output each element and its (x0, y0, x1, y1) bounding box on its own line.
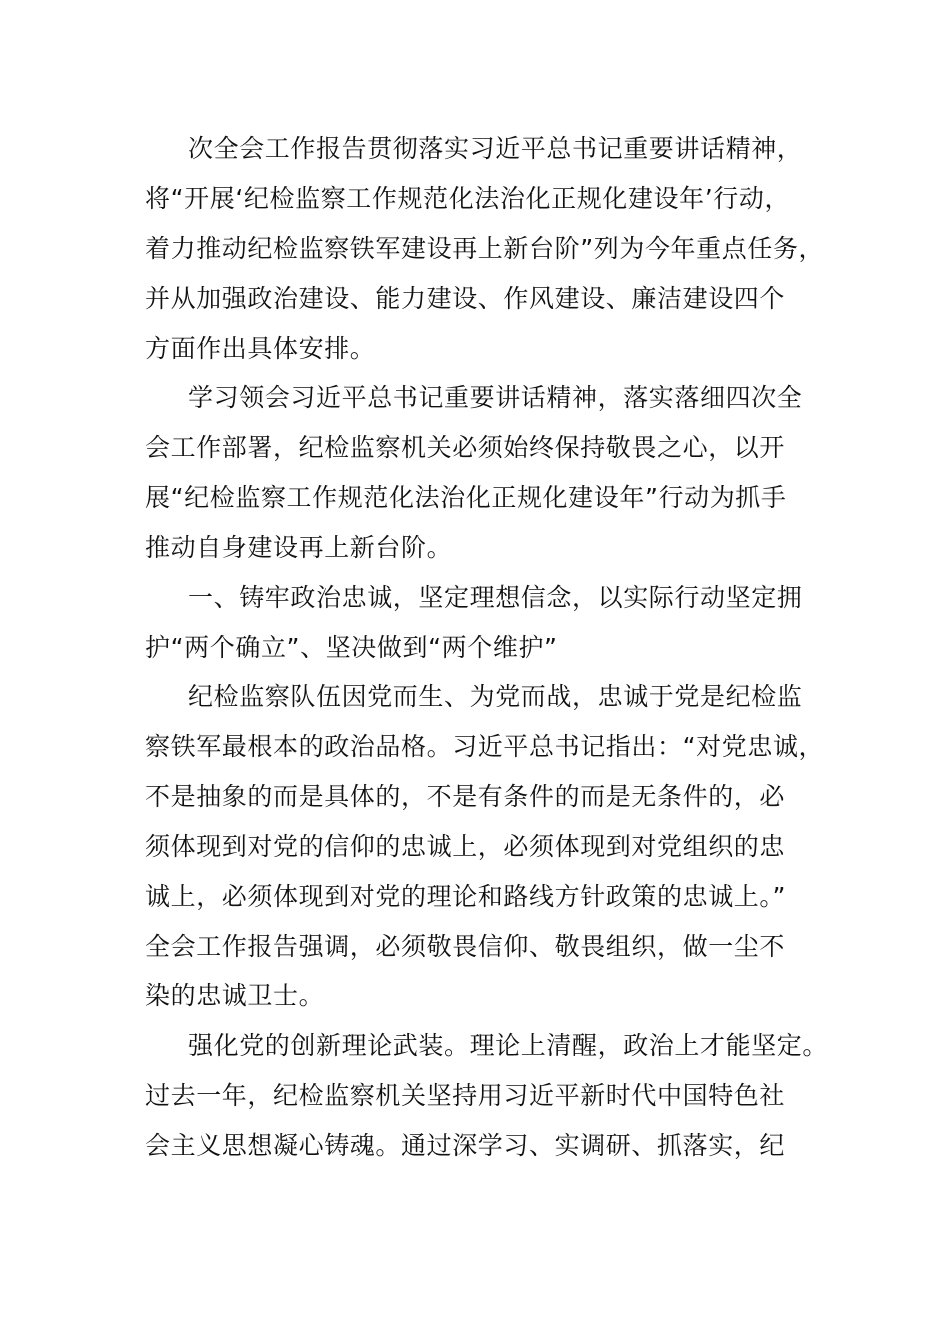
text-line: 诚上，必须体现到对党的理论和路线方针政策的忠诚上。” (145, 882, 787, 911)
text-line: 次全会工作报告贯彻落实习近平总书记重要讲话精神， (188, 134, 803, 163)
section-heading: 护“两个确立”、坚决做到“两个维护” (145, 633, 558, 662)
text-line: 染的忠诚卫士。 (145, 981, 325, 1010)
text-line: 将“开展‘纪检监察工作规范化法治化正规化建设年’行动， (145, 184, 791, 213)
text-line: 过去一年，纪检监察机关坚持用习近平新时代中国特色社 (145, 1081, 786, 1110)
text-line: 展“纪检监察工作规范化法治化正规化建设年”行动为抓手 (145, 483, 787, 512)
text-line: 须体现到对党的信仰的忠诚上，必须体现到对党组织的忠 (145, 832, 786, 861)
text-line: 推动自身建设再上新台阶。 (145, 533, 453, 562)
text-line: 方面作出具体安排。 (145, 334, 376, 363)
text-line: 全会工作报告强调，必须敬畏信仰、敬畏组织，做一尘不 (145, 932, 786, 961)
text-line: 强化党的创新理论武装。理论上清醒，政治上才能坚定。 (188, 1031, 829, 1060)
text-line: 着力推动纪检监察铁军建设再上新台阶”列为今年重点任务， (145, 234, 825, 263)
text-line: 不是抽象的而是具体的，不是有条件的而是无条件的，必 (145, 782, 786, 811)
text-line: 会工作部署，纪检监察机关必须始终保持敬畏之心，以开 (145, 433, 786, 462)
text-line: 察铁军最根本的政治品格。习近平总书记指出：“对党忠诚， (145, 732, 825, 761)
text-line: 学习领会习近平总书记重要讲话精神，落实落细四次全 (188, 383, 803, 412)
text-line: 并从加强政治建设、能力建设、作风建设、廉洁建设四个 (145, 284, 786, 313)
text-line: 纪检监察队伍因党而生、为党而战，忠诚于党是纪检监 (188, 682, 803, 711)
text-line: 会主义思想凝心铸魂。通过深学习、实调研、抓落实，纪 (145, 1131, 786, 1160)
section-heading: 一、铸牢政治忠诚，坚定理想信念，以实际行动坚定拥 (188, 583, 803, 612)
